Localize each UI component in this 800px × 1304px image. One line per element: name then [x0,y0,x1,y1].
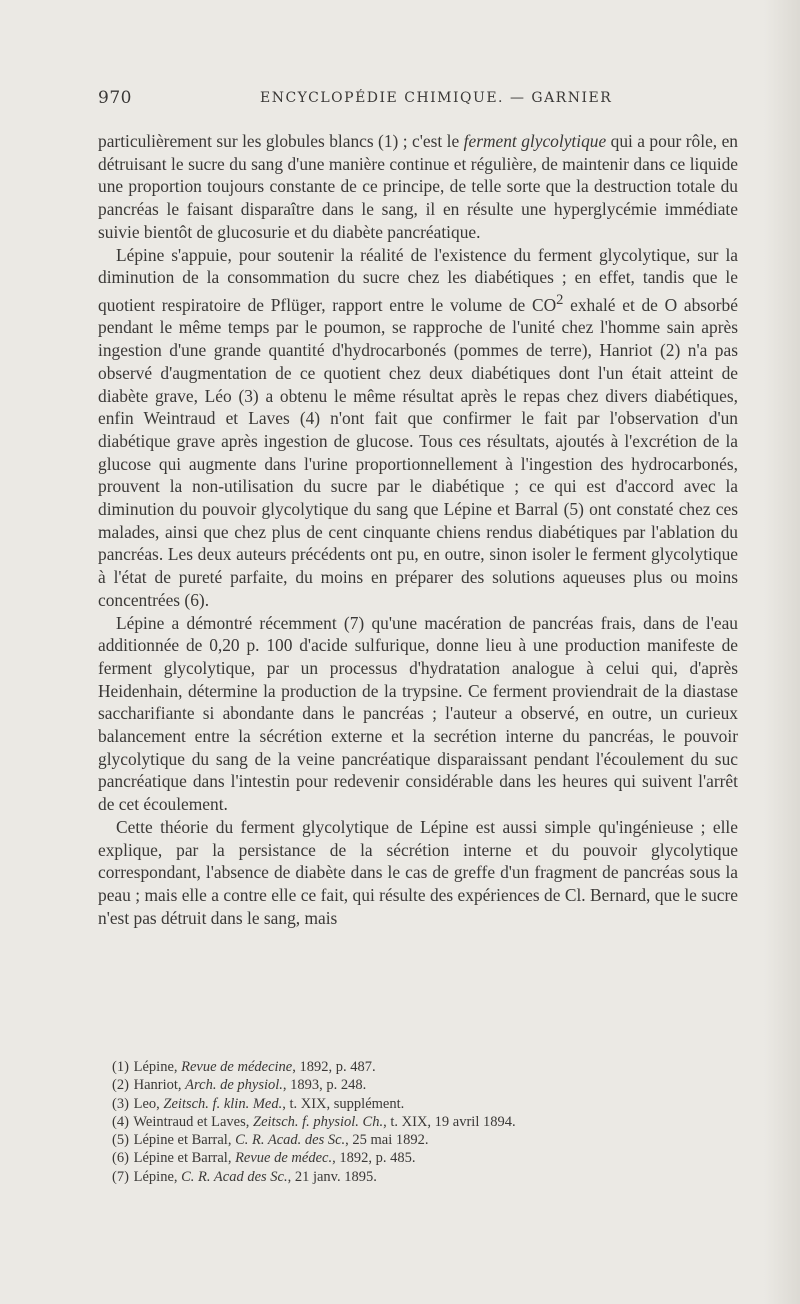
footnote-3 [112,1095,732,1113]
footnote-details: , 25 mai 1892. [345,1132,429,1149]
footnote-number: (5) [112,1132,129,1149]
footnote-source: Revue de médecine [181,1059,293,1075]
footnote-source: C. R. Acad. des Sc. [235,1132,346,1149]
footnote-2 [112,1076,732,1094]
paragraph-1-italic: ferment glycolytique [463,131,607,151]
footnote-details: , 1893, p. 248. [282,1077,367,1094]
footnote-1 [112,1058,732,1076]
footnote-source: Zeitsch. f. physiol. Ch. [253,1113,384,1130]
paragraph-2-superscript: 2 [556,291,564,308]
footnote-number: (2) [112,1077,129,1094]
footnote-source: C. R. Acad des Sc. [181,1168,288,1185]
footnote-source: Zeitsch. f. klin. Med. [163,1095,283,1112]
footnote-author: Weintraud et Laves, [133,1113,253,1130]
paragraph-4 [98,816,738,930]
footnote-number: (4) [112,1113,129,1130]
footnote-4 [112,1113,732,1131]
footnote-author: Lépine, [133,1168,182,1185]
paragraph-1 [98,130,738,244]
footnote-number: (1) [112,1059,129,1075]
page-header [98,88,738,112]
footnote-author: Lépine, [133,1059,182,1075]
footnote-6 [112,1149,732,1167]
paragraph-2-text-b: exhalé et de O absorbé pendant le même temps par le poumon, se rapproche de l'unité chez l'homme sain après ingestion d'une grande quantité d'hydrocarbonés (pommes de terre), Hanriot (2) n'a pas observé d'augmentation de ce quotient chez deux diabétiques dont l'un était atteint de diabète grave, Léo (3) a obtenu le même résultat après le repas chez divers diabétiques, enfin Weintraud et Laves (4) n'ont fait que confirmer le fait par l'observation d'un diabétique grave après ingestion de glucose. Tous ces résultats, ajoutés à l'excrétion de la glucose qui augmente dans l'urine proportionnellement à l'ingestion des hydrocarbonés, prouvent la non-utilisation du sucre par le diabétique ; ce qui est d'accord avec la diminution du pouvoir glycolytique du sang que Lépine et Barral (5) ont constaté chez ces malades, ainsi que chez plus de cent cinquante chiens rendus diabétiques par l'ablation du pancréas. Les deux auteurs précédents ont pu, en outre, sinon isoler le ferment glycolytique à l'état de pureté parfaite, du moins en préparer des solutions aqueuses plus ou moins concentrées (6). [98,294,738,610]
footnote-number: (7) [112,1168,129,1185]
running-head: ENCYCLOPÉDIE CHIMIQUE. — GARNIER [260,90,613,106]
footnote-number: (6) [112,1150,129,1167]
page-number: 970 [98,88,132,108]
footnote-source: Revue de médec. [235,1150,333,1167]
footnote-details: , 1892, p. 485. [332,1150,416,1167]
paragraph-2 [98,244,738,612]
footnote-details: , 21 janv. 1895. [287,1168,377,1185]
footnote-details: , 1892, p. 487. [292,1059,376,1075]
paragraph-4-text: Cette théorie du ferment glycolytique de Lépine est aussi simple qu'ingénieuse ; elle explique, par la persistance de la sécrétion interne et du pouvoir glycolytique correspondant, l'absence de diabète dans le cas de greffe d'un fragment de pancréas sous la peau ; mais elle a contre elle ce fait, qui résulte des expériences de Cl. Bernard, que le sucre n'est pas détruit dans le sang, mais [98,816,738,928]
footnote-7 [112,1168,732,1186]
footnote-details: , t. XIX, supplément. [282,1095,405,1112]
footnote-number: (3) [112,1095,129,1112]
footnote-details: , t. XIX, 19 avril 1894. [383,1113,516,1130]
scan-edge-shadow [764,0,800,1304]
paragraph-3 [98,612,738,816]
paragraph-1-text-b: qui a pour rôle, en détruisant le sucre du sang d'une manière continue et régulière, de maintenir dans ce liquide une proportion toujours constante de ce principe, de telle sorte que la destruction totale du pancréas le faisant disparaître dans le sang, il en résulte une hyperglycémie immédiate suivie bientôt de glucosurie et du diabète pancréatique. [98,131,738,242]
footnote-author: Lépine et Barral, [133,1132,236,1149]
paragraph-1-text-a: particulièrement sur les globules blancs (1) ; c'est le [98,131,464,151]
footnote-5 [112,1131,732,1149]
footnote-source: Arch. de physiol. [185,1077,283,1094]
footnote-author: Leo, [133,1095,164,1112]
footnote-author: Hanriot, [133,1077,186,1094]
paragraph-3-text: Lépine a démontré récemment (7) qu'une macération de pancréas frais, dans de l'eau additionnée de 0,20 p. 100 d'acide sulfurique, donne lieu à une production manifeste de ferment glycolytique, par un processus d'hydratation analogue à celui qui, d'après Heidenhain, détermine la production de la trypsine. Ce ferment proviendrait de la diastase saccharifiante si abondante dans le pancréas ; l'auteur a observé, en outre, un curieux balancement entre la sécrétion externe et la secrétion interne du pancréas, le pouvoir glycolytique du sang de la veine pancréatique disparaissant pendant l'écoulement du suc pancréatique dans l'intestin pour redevenir considérable dans les heures qui suivent l'arrêt de cet écoulement. [98,612,738,815]
paragraph-2-text-a: Lépine s'appuie, pour soutenir la réalité de l'existence du ferment glycolytique, sur la diminution de la consommation du sucre chez les diabétiques ; en effet, tandis que le quotient respiratoire de Pflüger, rapport entre le volume de CO [98,244,738,315]
footnotes [112,1058,732,1186]
footnote-author: Lépine et Barral, [133,1150,236,1167]
body-text [98,130,738,929]
